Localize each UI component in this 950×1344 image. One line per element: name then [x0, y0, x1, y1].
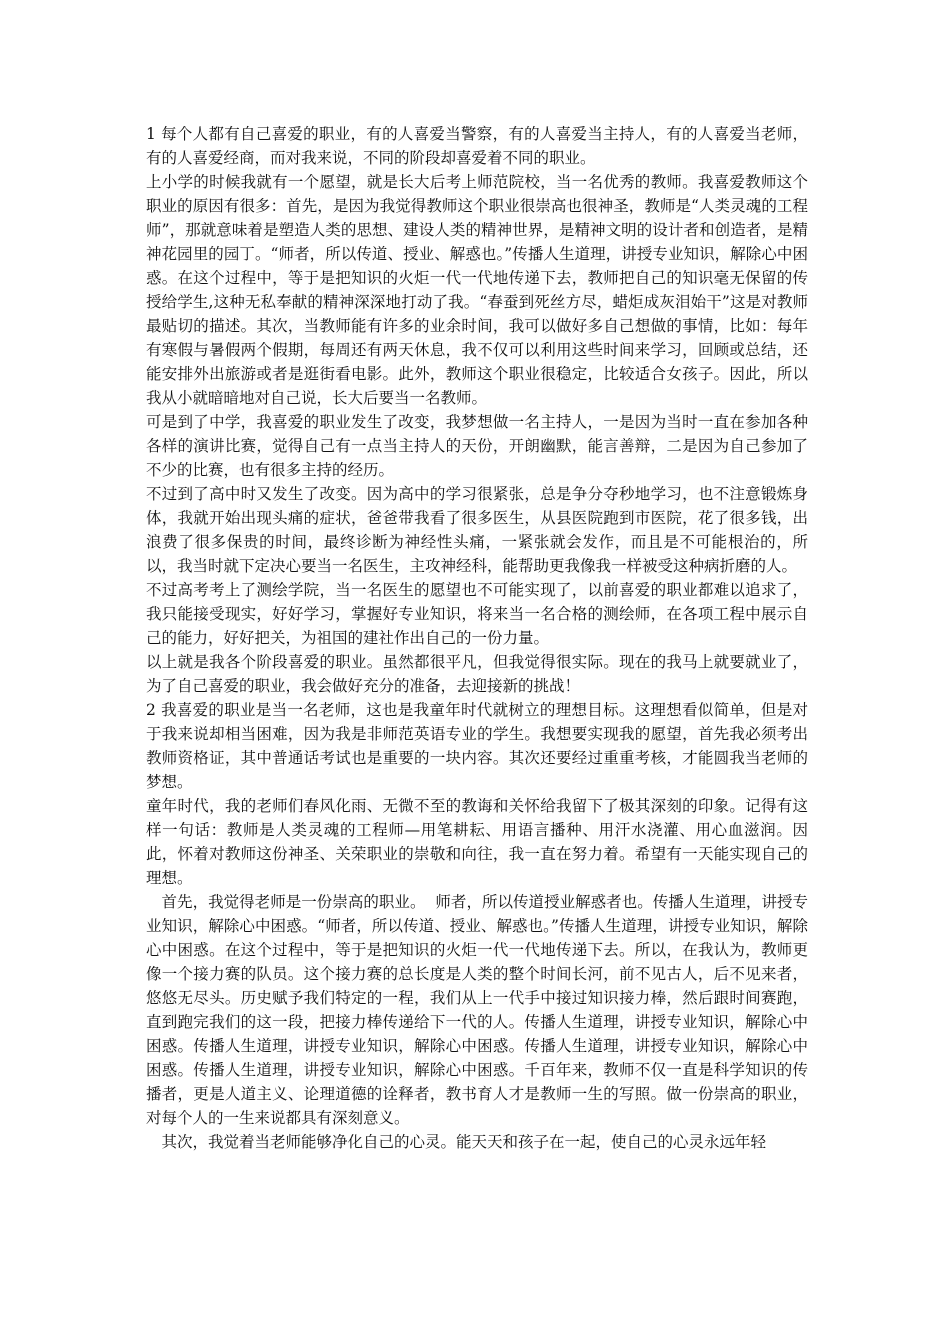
paragraph-10: 其次，我觉着当老师能够净化自己的心灵。能天天和孩子在一起，使自己的心灵永远年轻: [146, 1133, 767, 1151]
paragraph-4: 不过到了高中时又发生了改变。因为高中的学习很紧张，总是争分夺秒地学习，也不注意锻炼身体，我就开始出现头痛的症状，爸爸带我看了很多医生，从县医院跑到市医院，花了很多钱，出浪费了很多保贵的时间，最终诊断为神经性头痛，一紧张就会发作，而且是不可能根治的，所以，我当时就下定决心要当一名医生，主攻神经科，能帮助更我像我一样被受这种病折磨的人。: [146, 485, 808, 575]
document-body: [146, 122, 808, 1154]
paragraph-1: 1 每个人都有自己喜爱的职业，有的人喜爱当警察，有的人喜爱当主持人，有的人喜爱当老师，有的人喜爱经商，而对我来说，不同的阶段却喜爱着不同的职业。: [146, 125, 808, 167]
paragraph-8: 童年时代，我的老师们春风化雨、无微不至的教诲和关怀给我留下了极其深刻的印象。记得有这样一句话：教师是人类灵魂的工程师—用笔耕耘、用语言播种、用汗水浇灌、用心血滋润。因此，怀着对教师这份神圣、关荣职业的崇敬和向往，我一直在努力着。希望有一天能实现自己的理想。: [146, 797, 808, 887]
paragraph-9: 首先，我觉得老师是一份崇高的职业。 师者，所以传道授业解惑者也。传播人生道理，讲授专业知识，解除心中困惑。“师者，所以传道、授业、解惑也。”传播人生道理，讲授专业知识，解除心中困惑。在这个过程中，等于是把知识的火炬一代一代地传递下去。所以，在我认为，教师更像一个接力赛的队员。这个接力赛的总长度是人类的整个时间长河，前不见古人，后不见来者，悠悠无尽头。历史赋予我们特定的一程，我们从上一代手中接过知识接力棒，然后跟时间赛跑，直到跑完我们的这一段，把接力棒传递给下一代的人。传播人生道理，讲授专业知识，解除心中困惑。传播人生道理，讲授专业知识，解除心中困惑。传播人生道理，讲授专业知识，解除心中困惑。传播人生道理，讲授专业知识，解除心中困惑。千百年来，教师不仅一直是科学知识的传播者，更是人道主义、论理道德的诠释者，教书育人才是教师一生的写照。做一份崇高的职业，对每个人的一生来说都具有深刻意义。: [146, 893, 808, 1127]
paragraph-3: 可是到了中学，我喜爱的职业发生了改变，我梦想做一名主持人，一是因为当时一直在参加各种各样的演讲比赛，觉得自己有一点当主持人的天份，开朗幽默，能言善辩，二是因为自己参加了不少的比赛，也有很多主持的经历。: [146, 413, 808, 479]
paragraph-7: 2 我喜爱的职业是当一名老师，这也是我童年时代就树立的理想目标。这理想看似简单，但是对于我来说却相当困难，因为我是非师范英语专业的学生。我想要实现我的愿望，首先我必须考出教师资格证，其中普通话考试也是重要的一块内容。其次还要经过重重考核，才能圆我当老师的梦想。: [146, 701, 808, 791]
paragraph-2: 上小学的时候我就有一个愿望，就是长大后考上师范院校，当一名优秀的教师。我喜爱教师这个职业的原因有很多：首先，是因为我觉得教师这个职业很崇高也很神圣，教师是“人类灵魂的工程师”，那就意味着是塑造人类的思想、建设人类的精神世界，是精神文明的设计者和创造者，是精神花园里的园丁。“师者，所以传道、授业、解惑也。”传播人生道理，讲授专业知识，解除心中困惑。在这个过程中，等于是把知识的火炬一代一代地传递下去，教师把自己的知识毫无保留的传授给学生,这种无私奉献的精神深深地打动了我。“春蚕到死丝方尽，蜡炬成灰泪始干”这是对教师最贴切的描述。其次，当教师能有许多的业余时间，我可以做好多自己想做的事情，比如：每年有寒假与暑假两个假期，每周还有两天休息，我不仅可以利用这些时间来学习，回顾或总结，还能安排外出旅游或者是逛街看电影。此外，教师这个职业很稳定，比较适合女孩子。因此，所以我从小就暗暗地对自己说，长大后要当一名教师。: [146, 173, 808, 407]
paragraph-5: 不过高考考上了测绘学院，当一名医生的愿望也不可能实现了，以前喜爱的职业都难以追求了，我只能接受现实，好好学习，掌握好专业知识，将来当一名合格的测绘师，在各项工程中展示自己的能力，好好把关，为祖国的建社作出自己的一份力量。: [146, 581, 808, 647]
paragraph-6: 以上就是我各个阶段喜爱的职业。虽然都很平凡，但我觉得很实际。现在的我马上就要就业了，为了自己喜爱的职业，我会做好充分的准备，去迎接新的挑战！: [146, 653, 808, 695]
